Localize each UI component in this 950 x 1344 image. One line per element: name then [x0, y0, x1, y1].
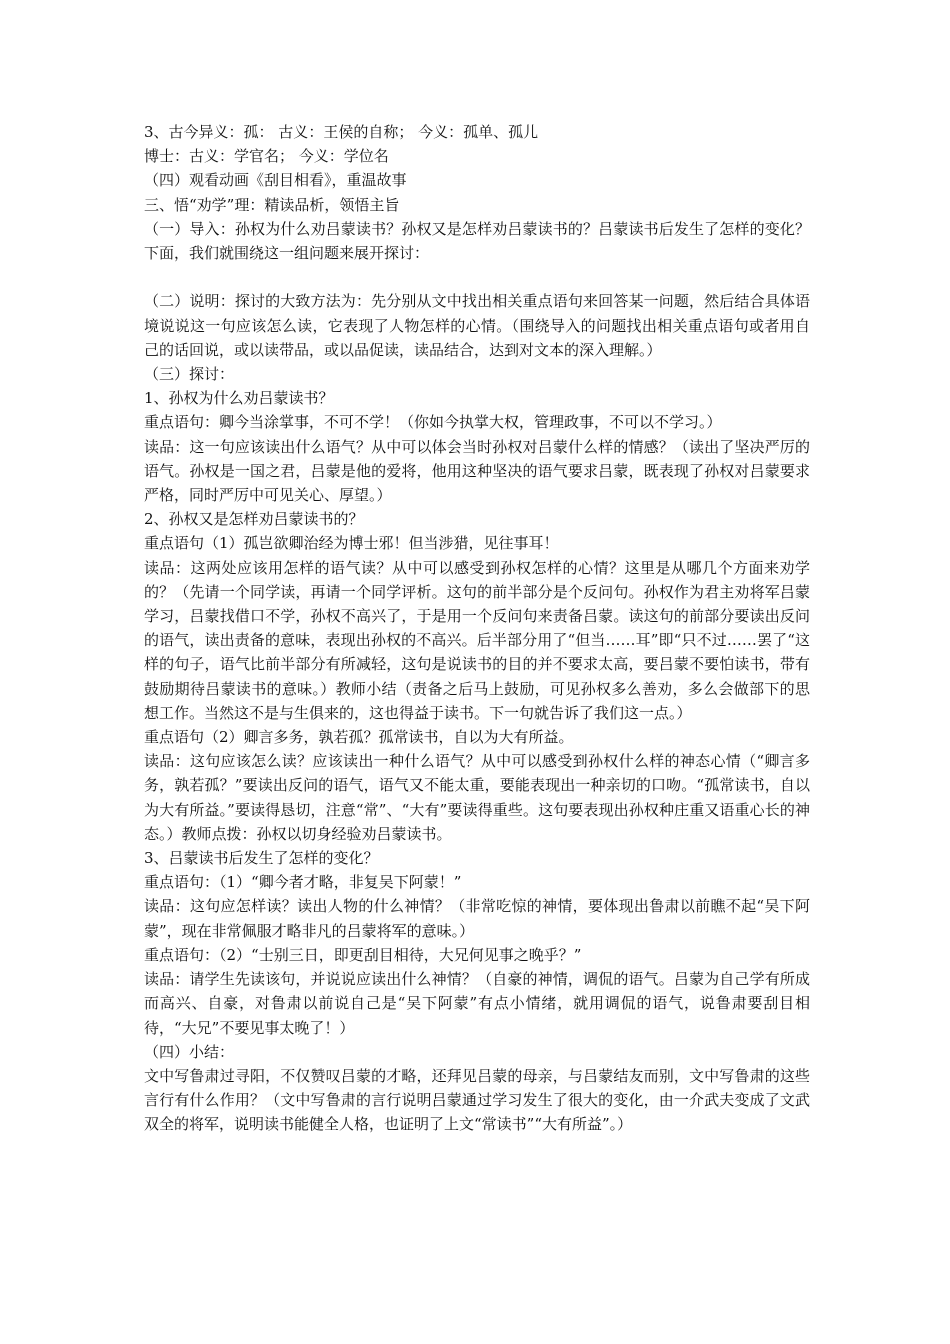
- blank-line: [144, 265, 810, 289]
- reading-analysis-3-1: 读品：这句应怎样读？读出人物的什么神情？（非常吃惊的神情，要体现出鲁肃以前瞧不起“吴下阿蒙”，现在非常佩服才略非凡的吕蒙将军的意味。）: [144, 897, 810, 940]
- paragraph-ancient-modern-meaning-boshi: 博士：古义：学官名； 今义：学位名: [144, 147, 389, 166]
- key-sentence-2-2: 重点语句（2）卿言多务，孰若孤？孤常读书，自以为大有所益。: [144, 728, 574, 747]
- document-body: [144, 120, 810, 1137]
- paragraph-explanation: （二）说明：探讨的大致方法为：先分别从文中找出相关重点语句来回答某一问题，然后结合具体语境说说这一句应该怎么读，它表现了人物怎样的心情。（围绕导入的问题找出相关重点语句或者用自己的话回说，或以读带品，或以品促读，读品结合，达到对文本的深入理解。）: [144, 292, 810, 359]
- reading-analysis-1: 读品：这一句应该读出什么语气？从中可以体会当时孙权对吕蒙什么样的情感？（读出了坚决严厉的语气。孙权是一国之君，吕蒙是他的爱将，他用这种坚决的语气要求吕蒙，既表现了孙权对吕蒙要求严格，同时严厉中可见关心、厚望。）: [144, 437, 810, 505]
- paragraph-summary: 文中写鲁肃过寻阳，不仅赞叹吕蒙的才略，还拜见吕蒙的母亲，与吕蒙结友而别，文中写鲁肃的这些言行有什么作用？（文中写鲁肃的言行说明吕蒙通过学习发生了很大的变化，由一介武夫变成了文武双全的将军，说明读书能健全人格，也证明了上文“常读书”“大有所益”。）: [144, 1066, 810, 1134]
- subheading-discussion: （三）探讨：: [144, 365, 235, 384]
- reading-analysis-2-1: 读品：这两处应该用怎样的语气读？从中可以感受到孙权怎样的心情？这里是从哪几个方面来劝学的？（先请一个同学读，再请一个同学评析。这句的前半部分是个反问句。孙权作为君主劝将军吕蒙学习，吕蒙找借口不学，孙权不高兴了，于是用一个反问句来责备吕蒙。读这句的前部分要读出反问的语气，读出责备的意味，表现出孙权的不高兴。后半部分用了“但当……耳”即“只不过……罢了“这样的句子，语气比前半部分有所减轻，这句是说读书的目的并不要求太高，要吕蒙不要怕读书，带有鼓励期待吕蒙读书的意味。）教师小结（责备之后马上鼓励，可见孙权多么善劝，多么会做部下的思想工作。当然这不是与生俱来的，这也得益于读书。下一句就告诉了我们这一点。）: [144, 558, 810, 722]
- reading-analysis-3-2: 读品：请学生先读该句，并说说应读出什么神情？（自豪的神情，调侃的语气。吕蒙为自己学有所成而高兴、自豪，对鲁肃以前说自己是“吴下阿蒙”有点小情绪，就用调侃的语气，说鲁肃要刮目相待，“大兄”不要见事太晚了！）: [144, 970, 810, 1037]
- question-3-heading: 3、吕蒙读书后发生了怎样的变化？: [144, 849, 379, 868]
- key-sentence-3-1: 重点语句：（1）“卿今者才略，非复吴下阿蒙！”: [144, 873, 462, 892]
- key-sentence-3-2: 重点语句：（2）“士别三日，即更刮目相待，大兄何见事之晚乎？”: [144, 945, 582, 964]
- paragraph-watch-animation: （四）观看动画《刮目相看》，重温故事: [144, 171, 407, 190]
- key-sentence-2-1: 重点语句（1）孤岂欲卿治经为博士邪！但当涉猎，见往事耳！: [144, 534, 559, 553]
- reading-analysis-2-2: 读品：这句应该怎么读？应该读出一种什么语气？从中可以感受到孙权什么样的神态心情（“卿言多务，孰若孤？”要读出反问的语气，语气又不能太重，要能表现出一种亲切的口吻。“孤常读书，自以为大有所益。”要读得恳切，注意“常”、“大有”要读得重些。这句要表现出孙权种庄重又语重心长的神态。）教师点拨：孙权以切身经验劝吕蒙读书。: [144, 752, 810, 843]
- paragraph-introduction: （一）导入：孙权为什么劝吕蒙读书？孙权又是怎样劝吕蒙读书的？吕蒙读书后发生了怎样的变化？下面，我们就围绕这一组问题来展开探讨：: [144, 219, 810, 263]
- key-sentence-1: 重点语句：卿今当涂掌事，不可不学！（你如今执掌大权，管理政事，不可以不学习。）: [144, 413, 722, 432]
- section-heading-understand-quanxue: 三、悟“劝学”理：精读品析，领悟主旨: [144, 195, 400, 214]
- question-2-heading: 2、孙权又是怎样劝吕蒙读书的？: [144, 510, 364, 529]
- subheading-summary: （四）小结：: [144, 1042, 235, 1061]
- paragraph-ancient-modern-meaning-gu: 3、古今异义：孤： 古义：王侯的自称； 今义：孤单、孤儿: [144, 123, 539, 141]
- question-1-heading: 1、孙权为什么劝吕蒙读书？: [144, 389, 334, 408]
